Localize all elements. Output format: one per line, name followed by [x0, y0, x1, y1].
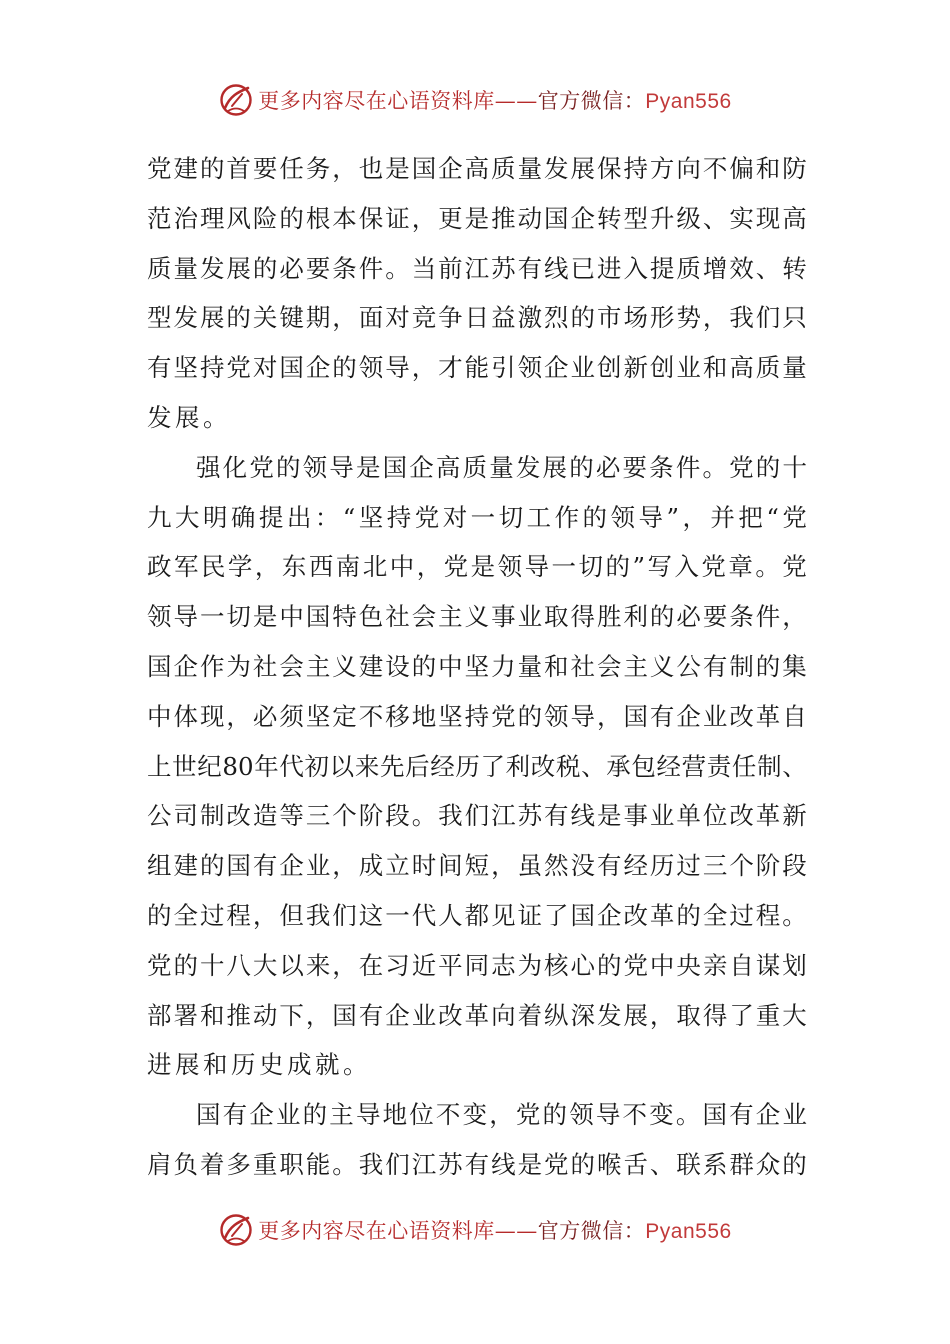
body-line: 公 司 制 改 造 等 三 个 阶 段 。 我 们 江 苏 有 线 是 事 业 单 位 改 革 新 [147, 801, 807, 831]
body-line: 国 企 作 为 社 会 主 义 建 设 的 中 坚 力 量 和 社 会 主 义 公 有 制 的 集 [147, 651, 807, 681]
body-line: 有 坚 持 党 对 国 企 的 领 导 ， 才 能 引 领 企 业 创 新 创 业 和 高 质 量 [147, 353, 807, 383]
body-line: 领 导 一 切 是 中 国 特 色 社 会 主 义 事 业 取 得 胜 利 的 必 要 条 件 ， [147, 602, 807, 632]
banner-dash: —— [494, 1219, 538, 1243]
paragraph-first-line: 国 有 企 业 的 主 导 地 位 不 变 ， 党 的 领 导 不 变 。 国 有 企 业 [196, 1100, 807, 1130]
body-line: 的 全 过 程 ， 但 我 们 这 一 代 人 都 见 证 了 国 企 改 革 的 全 过 程 。 [147, 900, 807, 930]
body-line: 型 发 展 的 关 键 期 ， 面 对 竞 争 日 益 激 烈 的 市 场 形 势 ， 我 们 只 [147, 303, 807, 333]
banner-wechat-label: 官方微信： [537, 89, 646, 113]
body-line: 进展和历史成就。 [147, 1050, 371, 1080]
body-line: 上 世 纪 80 年 代 初 以 来 先 后 经 历 了 利 改 税 、 承 包 经 营 责 任 制 、 [147, 751, 807, 781]
footer-banner-text [258, 1215, 731, 1245]
body-line: 中 体 现 ， 必 须 坚 定 不 移 地 坚 持 党 的 领 导 ， 国 有 企 业 改 革 自 [147, 701, 807, 731]
banner-dash: —— [494, 89, 538, 113]
banner-wechat-id: Pyan556 [645, 90, 732, 113]
document-body [147, 144, 807, 1190]
body-line: 肩 负 着 多 重 职 能 。 我 们 江 苏 有 线 是 党 的 喉 舌 、 联 系 群 众 的 [147, 1149, 807, 1179]
paragraph-first-line: 强 化 党 的 领 导 是 国 企 高 质 量 发 展 的 必 要 条 件 。 党 的 十 [196, 452, 807, 482]
pen-circle-logo-icon [218, 1212, 254, 1248]
body-line: 九 大 明 确 提 出 ： “ 坚 持 党 对 一 切 工 作 的 领 导 ” ， 并 把 “ 党 [147, 502, 807, 532]
body-line: 党 建 的 首 要 任 务 ， 也 是 国 企 高 质 量 发 展 保 持 方 向 不 偏 和 防 [147, 154, 807, 183]
header-banner-text [258, 85, 731, 115]
body-line: 党 的 十 八 大 以 来 ， 在 习 近 平 同 志 为 核 心 的 党 中 央 亲 自 谋 划 [147, 950, 807, 980]
body-line: 范 治 理 风 险 的 根 本 保 证 ， 更 是 推 动 国 企 转 型 升 级 、 实 现 高 [147, 203, 807, 233]
footer-banner [0, 1208, 950, 1252]
banner-slogan: 更多内容尽在心语资料库 [258, 89, 495, 113]
body-line: 发展。 [147, 402, 231, 432]
banner-wechat-id: Pyan556 [645, 1220, 732, 1243]
header-banner [0, 78, 950, 122]
banner-slogan: 更多内容尽在心语资料库 [258, 1219, 495, 1243]
body-line: 质 量 发 展 的 必 要 条 件 。 当 前 江 苏 有 线 已 进 入 提 质 增 效 、 转 [147, 253, 807, 283]
body-line: 政 军 民 学 ， 东 西 南 北 中 ， 党 是 领 导 一 切 的 ” 写 入 党 章 。 党 [147, 552, 807, 582]
body-line: 组 建 的 国 有 企 业 ， 成 立 时 间 短 ， 虽 然 没 有 经 历 过 三 个 阶 段 [147, 851, 807, 881]
pen-circle-logo-icon [218, 82, 254, 118]
banner-wechat-label: 官方微信： [537, 1219, 646, 1243]
body-line: 部 署 和 推 动 下 ， 国 有 企 业 改 革 向 着 纵 深 发 展 ， 取 得 了 重 大 [147, 1000, 807, 1030]
